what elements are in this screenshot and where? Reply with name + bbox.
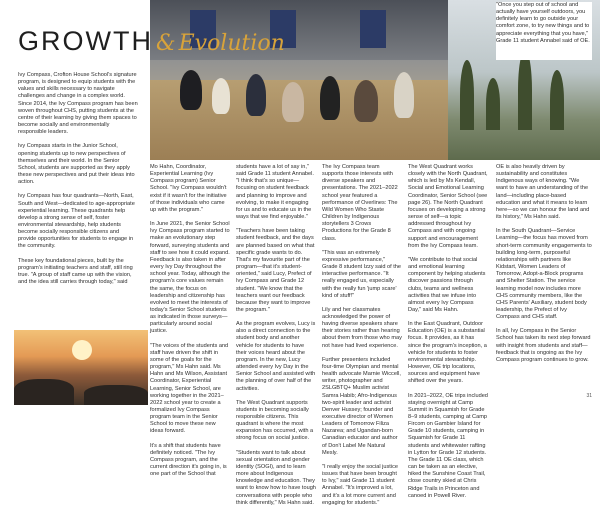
paragraph: It's a shift that students have definitely noticed. "The Ivy Compass program, and the current direction it's going in, is one part of the School that bbox=[150, 442, 227, 478]
paragraph: In June 2021, the Senior School Ivy Compass program started to make an evolutionary step forward, surveying students and staff to see how it could expand. Feedback is also taken in after every Ivy Day throughout the school year. Today, although the program's core values remain the same, the focus on leadership and citizenship has evolved to meet the interests of today's Senior School students as indicated in those surveys—particularly around social justice. bbox=[150, 221, 230, 335]
paragraph: "The voices of the students and staff have driven the shift in some of the goals for the program," Ms Hahn said. Ms Hahn and Ms Wilson, Assistant Coordinator, Experiential Learning, Senior School, are working together in the 2021–2022 school year to create a formalized Ivy Compass program team in the Senior School to move these new ideas forward. bbox=[150, 342, 229, 435]
paragraph: Ivy Compass, Crofton House School's signature program, is designed to equip students with the values and skills necessary to navigate challenges and change in a complex world. Since 2014, the Ivy Compass program has been woven throughout CHS, putting students at the centre of their learning by giving them spaces to become socially and environmentally responsible leaders. bbox=[18, 72, 138, 136]
paragraph: "Once you step out of school and actually have yourself outdoors, you definitely learn to go outside your comfort zone, to try new things and to appreciate everything that you have," Grade 11 student Annabel said of OE. bbox=[496, 2, 590, 44]
text-column-6-top bbox=[496, 2, 592, 60]
paragraph: Ivy Compass has four quadrants—North, East, South and West—dedicated to age-appropriate experiential learning. These quadrants help develop a strong sense of self, foster environmental stewardship, help students become socially responsible citizens and provide opportunities for students to engage in the community. bbox=[18, 193, 135, 250]
page-title bbox=[18, 26, 285, 56]
text-column-6 bbox=[496, 164, 592, 394]
paragraph: The West Quadrant works closely with the North Quadrant, which is led by Ms Kendall, Social and Emotional Learning Coordinator, Senior School (see page 26). The North Quadrant focuses on developing a strong sense of self—a topic addressed throughout Ivy Compass and with ongoing support and encouragement from the Ivy Compass team. bbox=[408, 164, 488, 249]
paragraph: The West Quadrant supports students in becoming socially responsible citizens. This quadrant is where the most expansion has occurred, with a strong focus on social justice. bbox=[236, 399, 314, 442]
paragraph: Ivy Compass starts in the Junior School, opening students up to new perspectives of themselves and their world. In the Senior School, students are supported as they apply these new perspectives and put their ideas into action. bbox=[18, 143, 135, 186]
paragraph: These key foundational pieces, built by the program's initiating teachers and staff, still ring true. "A group of staff came up with the vision, and the idea still carries through today," said bbox=[18, 257, 133, 286]
title-script: Evolution bbox=[178, 31, 285, 56]
page-number: 31 bbox=[586, 393, 592, 399]
paragraph: students have a lot of say in," said Grade 11 student Annabel. "I think that's so unique—focusing on student feedback and planning to improve and evolving, to make it engaging for us and to educate us in the ways that we find enjoyable." bbox=[236, 164, 314, 221]
paragraph: Mo Hahn, Coordinator, Experiential Learning (Ivy Compass program) Senior School. "Ivy Compass wouldn't exist if it wasn't for the initiative of those individuals who came up with the program." bbox=[150, 164, 227, 213]
paragraph: "I really enjoy the social justice issues that have been brought to Ivy," said Grade 11 student Annabel. "It's improved a lot, and it's a lot more current and engaging for students." bbox=[322, 463, 398, 506]
photo-bottom bbox=[14, 330, 148, 405]
text-column-4 bbox=[322, 164, 402, 506]
paragraph: Further presenters included four-time Olympian and mental health advocate Marnie Wiccell, writer, photographer and 2SLGBTQ+ Muslim activist Samra Habib; Afro-Indigenous two-spirit leader and activist Denver Hussey; founder and executive director of Women Leaders of Tomorrow Filiza Nazarea; and Ugandan-born Canadian educator and author of Don't Label Me Natural Mesly. bbox=[322, 356, 401, 456]
paragraph: "Students want to talk about sexual orientation and gender identity (SOGI), and to learn more about Indigenous knowledge and education. They want to know how to have tough conversations with people who think differently," Ms Hahn said. bbox=[236, 449, 316, 506]
paragraph: OE is also heavily driven by sustainability and constitutes Indigenous ways of knowing. "We want to have an understanding of the land—including place-based education and what it means to learn here—so we can honour the land and its history," Ms Hahn said. bbox=[496, 164, 590, 221]
paragraph: As the program evolves, Lucy is also a direct connection to the student body and another vehicle for students to have their voices heard about the program. In the new, Lucy attended every Ivy Day in the Senior School and assisted with the planning of over half of the activities. bbox=[236, 321, 316, 392]
paragraph: The Ivy Compass team supports those interests with diverse speakers and presentations. The 2021–2022 school year featured a performance of Overlines: The Wild Women Who Staste Children by Indigenous storytellers 3 Crows Productions for the Grade 8 class. bbox=[322, 164, 398, 242]
paragraph: In the East Quadrant, Outdoor Education (OE) is a substantial focus. It provides, as it has since the program's inception, a vehicle for students to foster environmental stewardship. However, OE trip locations, sources and equipment have shifted over the years. bbox=[408, 321, 487, 385]
text-column-5 bbox=[408, 164, 488, 499]
paragraph: "This was an extremely expressive performance," Grade 8 student Izzy said of the interactive performance. "It really engaged us, especially with the really fun 'jump scare' kind of stuff!" bbox=[322, 249, 401, 299]
paragraph: In 2021–2022, OE trips included staying overnight at Camp Summit in Squamish for Grade 8–9 students, camping at Camp Fircom on Gambier Island for Grade 10 students, camping in Squamish for Grade 11 students and whitewater rafting in Lytton for Grade 12 students. The Grade 11 OE class, which can be taken as an elective, hiked the Sunshine Coast Trail, close country skied at Chris Ridge Trails in Princeton and canoed in Powell River. bbox=[408, 392, 488, 499]
text-column-1 bbox=[18, 72, 138, 327]
paragraph: Lily and her classmates acknowledged the power of having diverse speakers share their stories rather than hearing about them from those who may not have had lived experience. bbox=[322, 306, 402, 349]
paragraph: "Teachers have been taking student feedback, and the days are planned based on what that specific grade wants to do. That's my favourite part of the program—that it's student-oriented," said Lucy, Prefect of Ivy Compass and Grade 12 student. "We know that the teachers want our feedback because they want to improve the program." bbox=[236, 228, 315, 313]
text-column-3 bbox=[236, 164, 316, 506]
paragraph: In the South Quadrant—Service Learning—the focus has moved from short-term community engagements to building long-term, purposeful relationships with partners like Kidstart, Women Leaders of Tomorrow, Adopt-a-Block programs and Shelter Station. The service learning model now includes more CHS community members, like the CHS Parents' Auxiliary, student body leadership, the Prefect of Ivy Compass and CHS staff. bbox=[496, 228, 592, 321]
title-main: GROWTH bbox=[18, 26, 153, 56]
text-column-2 bbox=[150, 164, 230, 478]
paragraph: "We contribute to that social and emotional learning component by helping students discover passions through clubs, teams and wellness activities that we infuse into almost every Ivy Compass Day," said Ms Hahn. bbox=[408, 256, 486, 313]
paragraph: In all, Ivy Compass in the Senior School has taken its next step forward with insight from students and staff—feedback that is ongoing as the Ivy Compass program continues to grow. bbox=[496, 328, 591, 363]
photo-top bbox=[150, 0, 448, 160]
title-ampersand: & bbox=[155, 31, 176, 56]
